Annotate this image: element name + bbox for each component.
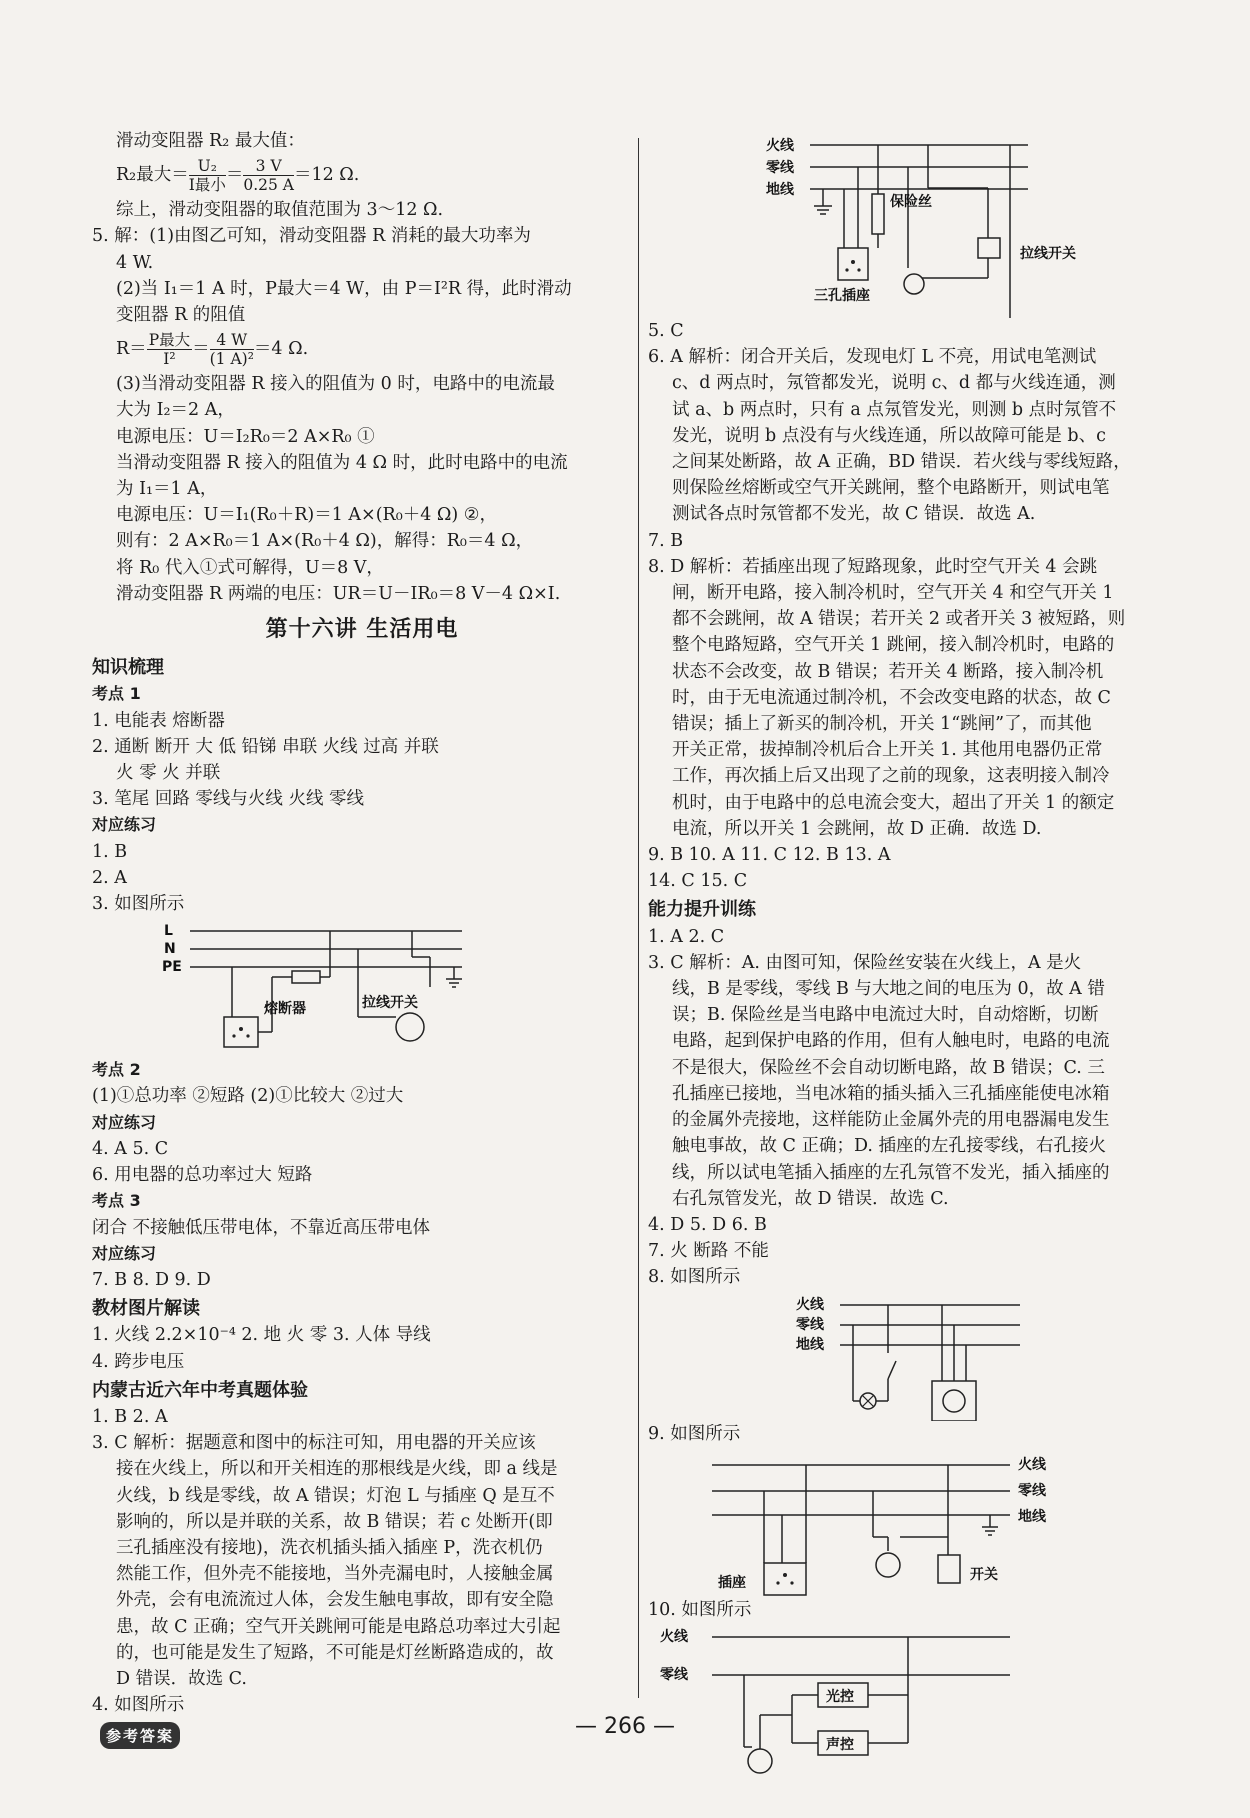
text-line: 线，B 是零线，零线 B 与大地之间的电压为 0，故 A 错 (672, 979, 1105, 1000)
text-line: 7. 火 断路 不能 (648, 1241, 769, 1262)
subheading: 考点 3 (92, 1191, 141, 1211)
text-line: 9. B 10. A 11. C 12. B 13. A (648, 845, 891, 866)
text-line: 6. A 解析：闭合开关后，发现电灯 L 不亮，用试电笔测试 (648, 347, 1097, 368)
text-line: 则有：2 A×R₀＝1 A×(R₀＋4 Ω)，解得：R₀＝4 Ω， (116, 531, 534, 552)
text-line: 1. 电能表 熔断器 (92, 710, 225, 731)
text-line: 然能工作，但外壳不能接地，当外壳漏电时，人接触金属 (116, 1564, 554, 1585)
text-line: 之间某处断路，故 A 正确，BD 错误．若火线与零线短路， (672, 452, 1131, 473)
text-line: 线，所以试电笔插入插座的左孔氖管不发光，插入插座的 (672, 1162, 1110, 1183)
text-line: 4 W. (116, 252, 154, 273)
text-line: 试 a、b 两点时，只有 a 点氖管发光，则测 b 点时氖管不 (672, 399, 1117, 420)
label-L: L (164, 923, 173, 940)
text-line: 6. 用电器的总功率过大 短路 (92, 1165, 313, 1186)
text-line: 整个电路短路，空气开关 1 跳闸，接入制冷机时，电路的 (672, 635, 1115, 656)
live-wire-label: 火线 (660, 1628, 688, 1645)
live-wire-label: 火线 (766, 138, 794, 154)
neutral-wire-label: 零线 (1018, 1482, 1046, 1499)
text-line: 8. 如图所示 (648, 1267, 741, 1288)
earth-wire-label: 地线 (796, 1336, 824, 1353)
pull-switch-label: 拉线开关 (362, 995, 418, 1012)
text-line: c、d 两点时，氖管都发光，说明 c、d 都与火线连通，测 (672, 373, 1116, 394)
text-line: 3. C 解析：A. 由图可知，保险丝安装在火线上，A 是火 (648, 952, 1082, 973)
text-line: 错误；插上了新买的制冷机，开关 1“跳闸”了，而其他 (672, 714, 1092, 735)
text-line: 机时，由于电路中的总电流会变大，超出了开关 1 的额定 (672, 792, 1115, 813)
section-heading: 教材图片解读 (92, 1298, 200, 1320)
text-line: 14. C 15. C (648, 871, 748, 892)
circuit-diagram-8 (648, 1291, 1193, 1421)
text-line: 电源电压：U＝I₂R₀＝2 A×R₀ ① (116, 426, 375, 447)
column-divider (638, 138, 639, 1698)
fuse-label: 熔断器 (264, 1001, 306, 1018)
text-line: 测试各点时氖管都不发光，故 C 错误．故选 A. (672, 504, 1036, 525)
text-line: 的，也可能是发生了短路，不可能是灯丝断路造成的，故 (116, 1642, 554, 1663)
text-line: 大为 I₂＝2 A， (116, 400, 235, 421)
text-line: 变阻器 R 的阻值 (116, 305, 246, 326)
section-heading: 内蒙古近六年中考真题体验 (92, 1379, 308, 1401)
text-line: (3)当滑动变阻器 R 接入的阻值为 0 时，电路中的电流最 (116, 374, 555, 395)
text-line: 8. D 解析：若插座出现了短路现象，此时空气开关 4 会跳 (648, 556, 1098, 577)
text-line: 5. C (648, 321, 684, 341)
text-line: 电路，起到保护电路的作用，但有人触电时，电路的电流 (672, 1031, 1110, 1052)
live-wire-label: 火线 (1018, 1456, 1046, 1473)
equation-r2: R₂最大＝ $\frac{\text{U₂}}{\text{I最小}}$ ＝ $\frac{3 V}{0.25 A}$ ＝12 Ω. (116, 157, 360, 195)
text-line: 三孔插座没有接地)，洗衣机插头插入插座 P，洗衣机仍 (116, 1537, 543, 1558)
earth-wire-label: 地线 (766, 182, 794, 198)
text-line: 发光，说明 b 点没有与火线连通，所以故障可能是 b、c (672, 425, 1106, 446)
text-line: 工作，再次插上后又出现了之前的现象，这表明接入制冷 (672, 766, 1110, 787)
text-line: 1. A 2. C (648, 926, 725, 947)
text-line: 3. 如图所示 (92, 894, 185, 915)
text-line: 2. A (92, 867, 127, 888)
fuse-label: 保险丝 (890, 194, 932, 210)
neutral-wire-label: 零线 (660, 1666, 688, 1683)
right-column (648, 128, 1193, 1783)
text-line: 10. 如图所示 (648, 1599, 752, 1620)
text-line: 的金属外壳接地，这样能防止金属外壳的用电器漏电发生 (672, 1110, 1110, 1131)
text-line: 开关正常，拔掉制冷机后合上开关 1. 其他用电器仍正常 (672, 740, 1103, 761)
text-line: 3. 笔尾 回路 零线与火线 火线 零线 (92, 789, 365, 810)
text-line: 综上，滑动变阻器的取值范围为 3～12 Ω. (116, 200, 444, 221)
text-line: 火 零 火 并联 (116, 763, 221, 784)
text-line: 当滑动变阻器 R 接入的阻值为 4 Ω 时，此时电路中的电流 (116, 452, 568, 473)
text-line: 7. B 8. D 9. D (92, 1269, 211, 1290)
text-line: 将 R₀ 代入①式可解得，U＝8 V， (116, 557, 384, 578)
socket-label: 插座 (718, 1574, 746, 1591)
left-column (92, 128, 632, 1718)
subheading: 考点 1 (92, 684, 141, 704)
text-line: 4. 跨步电压 (92, 1351, 185, 1372)
section-heading: 能力提升训练 (648, 899, 756, 921)
text-line: 右孔氖管发光，故 D 错误．故选 C. (672, 1188, 949, 1209)
text-line: 电流，所以开关 1 会跳闸，故 D 正确．故选 D. (672, 818, 1042, 839)
text-line: 4. 如图所示 (92, 1695, 185, 1716)
text-line: 为 I₁＝1 A， (116, 479, 218, 500)
text-line: 误；B. 保险丝是当电路中电流过大时，自动熔断，切断 (672, 1005, 1099, 1026)
section-heading: 知识梳理 (92, 657, 164, 679)
circuit-diagram-4 (648, 128, 1193, 318)
pull-switch-label: 拉线开关 (1020, 246, 1076, 262)
light-control-label: 光控 (826, 1688, 854, 1705)
text-line: 不是很大，保险丝不会自动切断电路，故 B 错误；C. 三 (672, 1057, 1105, 1078)
text-line: 1. B (92, 841, 128, 862)
text-line: 1. 火线 2.2×10⁻⁴ 2. 地 火 零 3. 人体 导线 (92, 1325, 431, 1346)
subheading: 对应练习 (92, 1243, 157, 1263)
text-line: 接在火线上，所以和开关相连的那根线是火线，即 a 线是 (116, 1459, 558, 1480)
text-line: 电源电压：U＝I₁(R₀＋R)＝1 A×(R₀＋4 Ω) ②， (116, 505, 498, 526)
text-line: 2. 通断 断开 大 低 铅锑 串联 火线 过高 并联 (92, 736, 439, 757)
text-line: 影响的，所以是并联的关系，故 B 错误；若 c 处断开(即 (116, 1511, 553, 1532)
text-line: 闸，断开电路，接入制冷机时，空气开关 4 和空气开关 1 (672, 583, 1114, 604)
subheading: 对应练习 (92, 1112, 157, 1132)
text-line: 触电事故，故 C 正确；D. 插座的左孔接零线，右孔接火 (672, 1136, 1107, 1157)
text-line: 1. B 2. A (92, 1406, 168, 1427)
live-wire-label: 火线 (796, 1296, 824, 1313)
text-line: 3. C 解析：据题意和图中的标注可知，用电器的开关应该 (92, 1433, 536, 1454)
text-line: 火线，b 线是零线，故 A 错误；灯泡 L 与插座 Q 是互不 (116, 1485, 555, 1506)
three-hole-socket-label: 三孔插座 (814, 288, 870, 304)
neutral-wire-label: 零线 (796, 1316, 824, 1333)
text-line: 状态不会改变，故 B 错误；若开关 4 断路，接入制冷机 (672, 661, 1104, 682)
sound-control-label: 声控 (826, 1736, 854, 1753)
text-line: 孔插座已接地，当电冰箱的插头插入三孔插座能使电冰箱 (672, 1083, 1110, 1104)
text-line: 滑动变阻器 R₂ 最大值： (116, 131, 305, 151)
earth-wire-label: 地线 (1018, 1508, 1046, 1525)
text-line: 都不会跳闸，故 A 错误；若开关 2 或者开关 3 被短路，则 (672, 609, 1126, 630)
text-line: 7. B (648, 530, 684, 551)
text-line: (1)①总功率 ②短路 (2)①比较大 ②过大 (92, 1086, 404, 1107)
page-number: — 266 — (575, 1714, 675, 1739)
text-line: 4. A 5. C (92, 1138, 169, 1159)
text-line: 5. 解：(1)由图乙可知，滑动变阻器 R 消耗的最大功率为 (92, 226, 531, 247)
text-line: 患，故 C 正确；空气开关跳闸可能是电路总功率过大引起 (116, 1616, 561, 1637)
subheading: 对应练习 (92, 815, 157, 835)
label-PE: PE (162, 959, 182, 976)
neutral-wire-label: 零线 (766, 160, 794, 176)
text-line: (2)当 I₁＝1 A 时，P最大＝4 W，由 P＝I²R 得，此时滑动 (116, 278, 572, 299)
subheading: 考点 2 (92, 1060, 141, 1080)
text-line: 则保险丝熔断或空气开关跳闸，整个电路断开，则试电笔 (672, 478, 1110, 499)
text-line: 外壳，会有电流流过人体，会发生触电事故，即有安全隐 (116, 1590, 554, 1611)
answer-key-badge: 参考答案 (100, 1722, 180, 1749)
lecture-title: 第十六讲 生活用电 (265, 617, 459, 643)
circuit-diagram-3 (162, 917, 582, 1057)
text-line: 4. D 5. D 6. B (648, 1214, 767, 1235)
equation-r: R＝ $\frac{\text{P最大}}{\text{I²}}$ ＝ $\frac{4 W}{\text{(1 A)²}}$ ＝4 Ω. (116, 331, 309, 369)
text-line: 闭合 不接触低压带电体，不靠近高压带电体 (92, 1217, 431, 1238)
switch-label: 开关 (970, 1566, 998, 1583)
circuit-diagram-9 (648, 1447, 1193, 1597)
label-N: N (164, 941, 176, 958)
text-line: 9. 如图所示 (648, 1423, 741, 1444)
circuit-diagram-10 (648, 1623, 1193, 1783)
text-line: 时，由于无电流通过制冷机，不会改变电路的状态，故 C (672, 687, 1111, 708)
text-line: D 错误．故选 C. (116, 1668, 247, 1689)
text-line: 滑动变阻器 R 两端的电压：UR＝U－IR₀＝8 V－4 Ω×I. (116, 583, 561, 604)
